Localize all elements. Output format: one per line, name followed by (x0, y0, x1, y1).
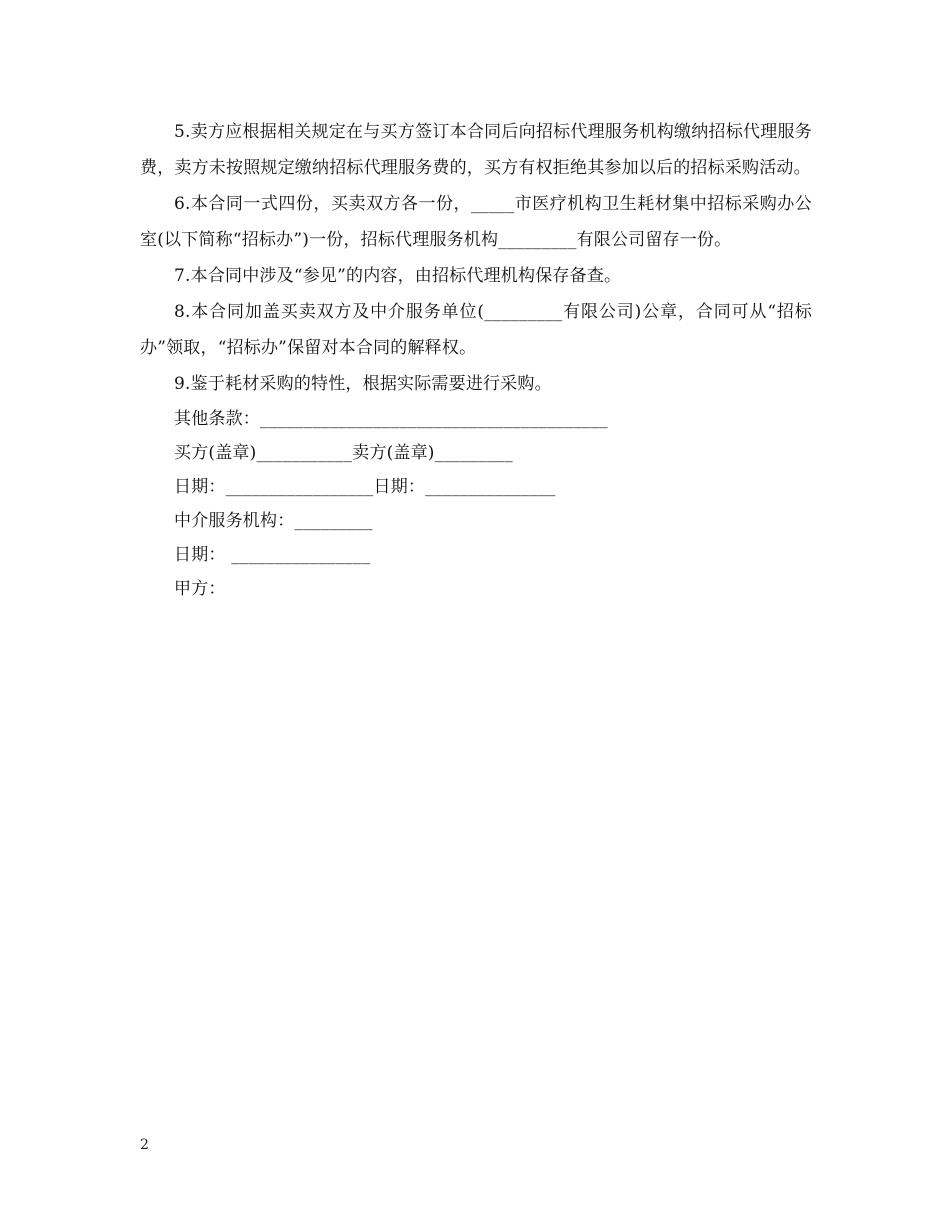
contract-body (140, 114, 812, 606)
single-date-field: 日期： ________________ (174, 545, 371, 565)
signature-fields: 买方(盖章)___________卖方(盖章)_________ (174, 443, 513, 463)
intermediary-field: 中介服务机构：_________ (174, 511, 373, 531)
clause-9: 9.鉴于耗材采购的特性，根据实际需要进行采购。 (174, 374, 552, 394)
other-terms-field: 其他条款：________________________________________ (174, 409, 608, 429)
clause-6: 6.本合同一式四份，买卖双方各一份，_____市医疗机构卫生耗材集中招标采购办公室(以下简称“招标办”)一份，招标代理服务机构_________有限公司留存一份。 (140, 194, 812, 250)
clause-5: 5.卖方应根据相关规定在与买方签订本合同后向招标代理服务机构缴纳招标代理服务费，卖方未按照规定缴纳招标代理服务费的，买方有权拒绝其参加以后的招标采购活动。 (140, 122, 812, 178)
clause-8: 8.本合同加盖买卖双方及中介服务单位(_________有限公司)公章，合同可从“招标办”领取，“招标办”保留对本合同的解释权。 (140, 302, 812, 358)
clause-7: 7.本合同中涉及“参见”的内容，由招标代理机构保存备查。 (174, 266, 622, 286)
page-number: 2 (140, 1137, 149, 1153)
party-a-label: 甲方： (174, 579, 226, 599)
date-fields: 日期：_________________日期：_______________ (174, 477, 556, 497)
